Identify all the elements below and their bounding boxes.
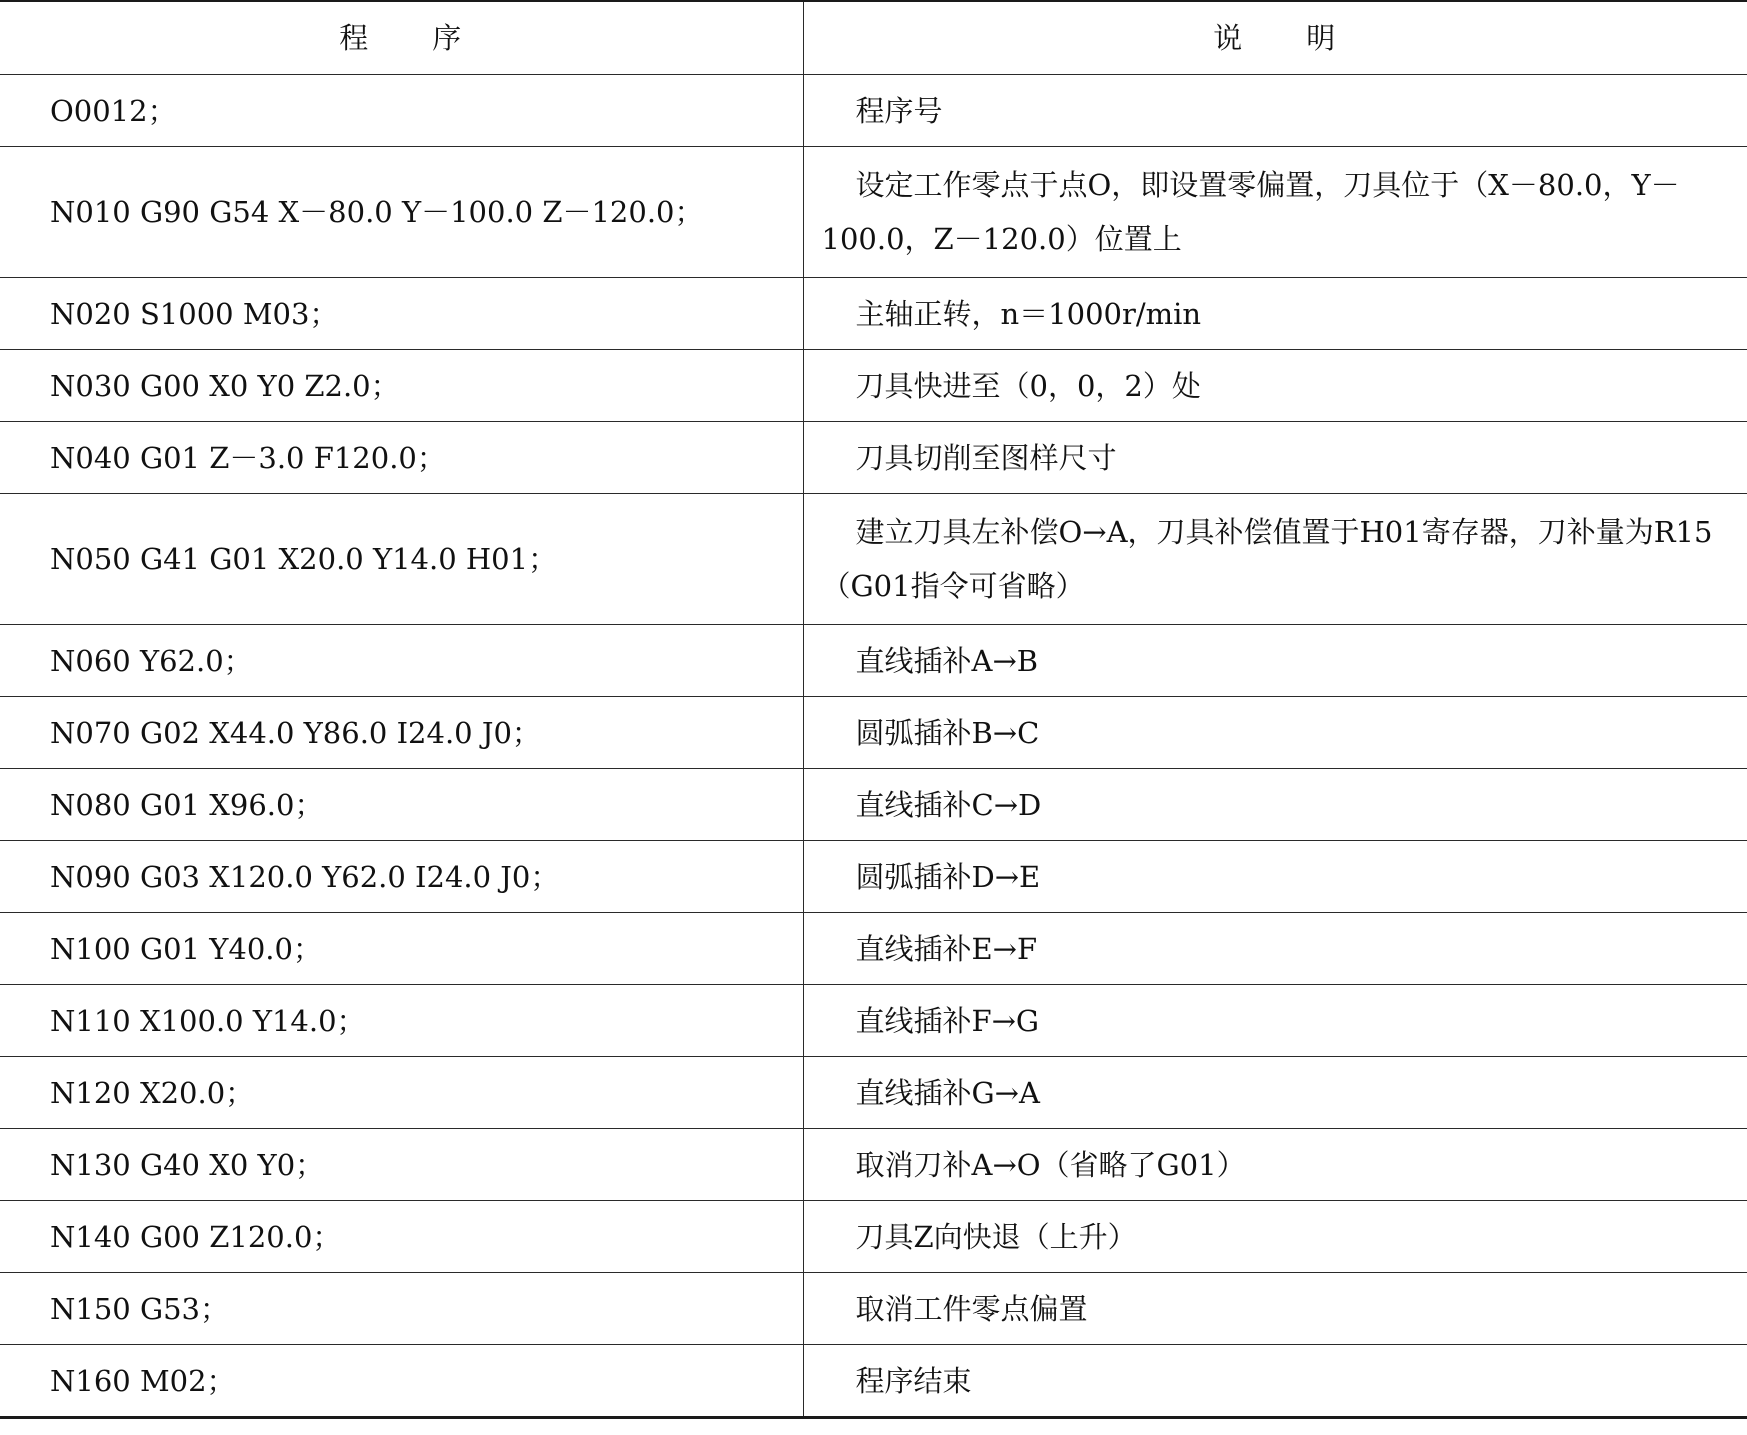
table-row	[0, 147, 1747, 278]
description-cell	[803, 1057, 1747, 1129]
table-row	[0, 913, 1747, 985]
description-cell	[803, 913, 1747, 985]
program-code-cell: N100 G01 Y40.0；	[0, 913, 803, 985]
table-row	[0, 75, 1747, 147]
description-cell	[803, 422, 1747, 494]
program-code-cell: O0012；	[0, 75, 803, 147]
program-code-cell: N080 G01 X96.0；	[0, 769, 803, 841]
program-code-cell: N070 G02 X44.0 Y86.0 I24.0 J0；	[0, 697, 803, 769]
program-code-cell: N150 G53；	[0, 1273, 803, 1345]
description-cell	[803, 75, 1747, 147]
program-code-cell: N040 G01 Z－3.0 F120.0；	[0, 422, 803, 494]
table-row	[0, 841, 1747, 913]
program-code-cell: N050 G41 G01 X20.0 Y14.0 H01；	[0, 494, 803, 625]
description-text: 程序号	[855, 93, 943, 128]
table-row	[0, 1201, 1747, 1273]
program-code-cell: N090 G03 X120.0 Y62.0 I24.0 J0；	[0, 841, 803, 913]
program-code-cell: N010 G90 G54 X－80.0 Y－100.0 Z－120.0；	[0, 147, 803, 278]
table-row	[0, 494, 1747, 625]
description-cell	[803, 841, 1747, 913]
table-row	[0, 350, 1747, 422]
description-cell	[803, 278, 1747, 350]
description-text: 建立刀具左补偿O→A，刀具补偿值置于H01寄存器，刀补量为R15（G01指令可省略）	[821, 515, 1713, 603]
header-description: 说 明	[803, 1, 1747, 75]
table-row	[0, 1057, 1747, 1129]
description-cell	[803, 625, 1747, 697]
description-text: 取消工件零点偏置	[855, 1291, 1088, 1326]
description-cell	[803, 350, 1747, 422]
description-text: 圆弧插补B→C	[855, 715, 1040, 750]
description-text: 设定工作零点于点O，即设置零偏置，刀具位于（X－80.0，Y－100.0，Z－120.0）位置上	[821, 168, 1680, 256]
header-program: 程 序	[0, 1, 803, 75]
description-cell	[803, 1129, 1747, 1201]
description-cell	[803, 494, 1747, 625]
program-code-cell: N110 X100.0 Y14.0；	[0, 985, 803, 1057]
program-code-cell: N160 M02；	[0, 1345, 803, 1418]
table-row	[0, 1273, 1747, 1345]
description-cell	[803, 985, 1747, 1057]
description-text: 直线插补G→A	[855, 1075, 1040, 1110]
program-code-cell: N140 G00 Z120.0；	[0, 1201, 803, 1273]
table-row	[0, 1129, 1747, 1201]
description-text: 刀具Z向快退（上升）	[855, 1219, 1137, 1254]
description-cell	[803, 147, 1747, 278]
description-text: 程序结束	[855, 1363, 972, 1398]
description-text: 直线插补A→B	[855, 643, 1039, 678]
description-cell	[803, 1273, 1747, 1345]
program-code-cell: N020 S1000 M03；	[0, 278, 803, 350]
description-cell	[803, 769, 1747, 841]
program-code-cell: N060 Y62.0；	[0, 625, 803, 697]
description-cell	[803, 1345, 1747, 1418]
table-header-row	[0, 1, 1747, 75]
description-text: 直线插补F→G	[855, 1003, 1040, 1038]
program-code-cell: N120 X20.0；	[0, 1057, 803, 1129]
description-text: 直线插补E→F	[855, 931, 1038, 966]
program-code-cell: N030 G00 X0 Y0 Z2.0；	[0, 350, 803, 422]
description-text: 主轴正转，n＝1000r/min	[855, 296, 1202, 331]
program-code-cell: N130 G40 X0 Y0；	[0, 1129, 803, 1201]
table-row	[0, 697, 1747, 769]
table-row	[0, 1345, 1747, 1418]
description-text: 圆弧插补D→E	[855, 859, 1041, 894]
table-row	[0, 278, 1747, 350]
description-cell	[803, 697, 1747, 769]
description-cell	[803, 1201, 1747, 1273]
description-text: 取消刀补A→O（省略了G01）	[855, 1147, 1246, 1182]
table-row	[0, 625, 1747, 697]
description-text: 直线插补C→D	[855, 787, 1042, 822]
table-row	[0, 769, 1747, 841]
description-text: 刀具切削至图样尺寸	[855, 440, 1117, 475]
description-text: 刀具快进至（0，0，2）处	[855, 368, 1201, 403]
table-row	[0, 422, 1747, 494]
table-row	[0, 985, 1747, 1057]
